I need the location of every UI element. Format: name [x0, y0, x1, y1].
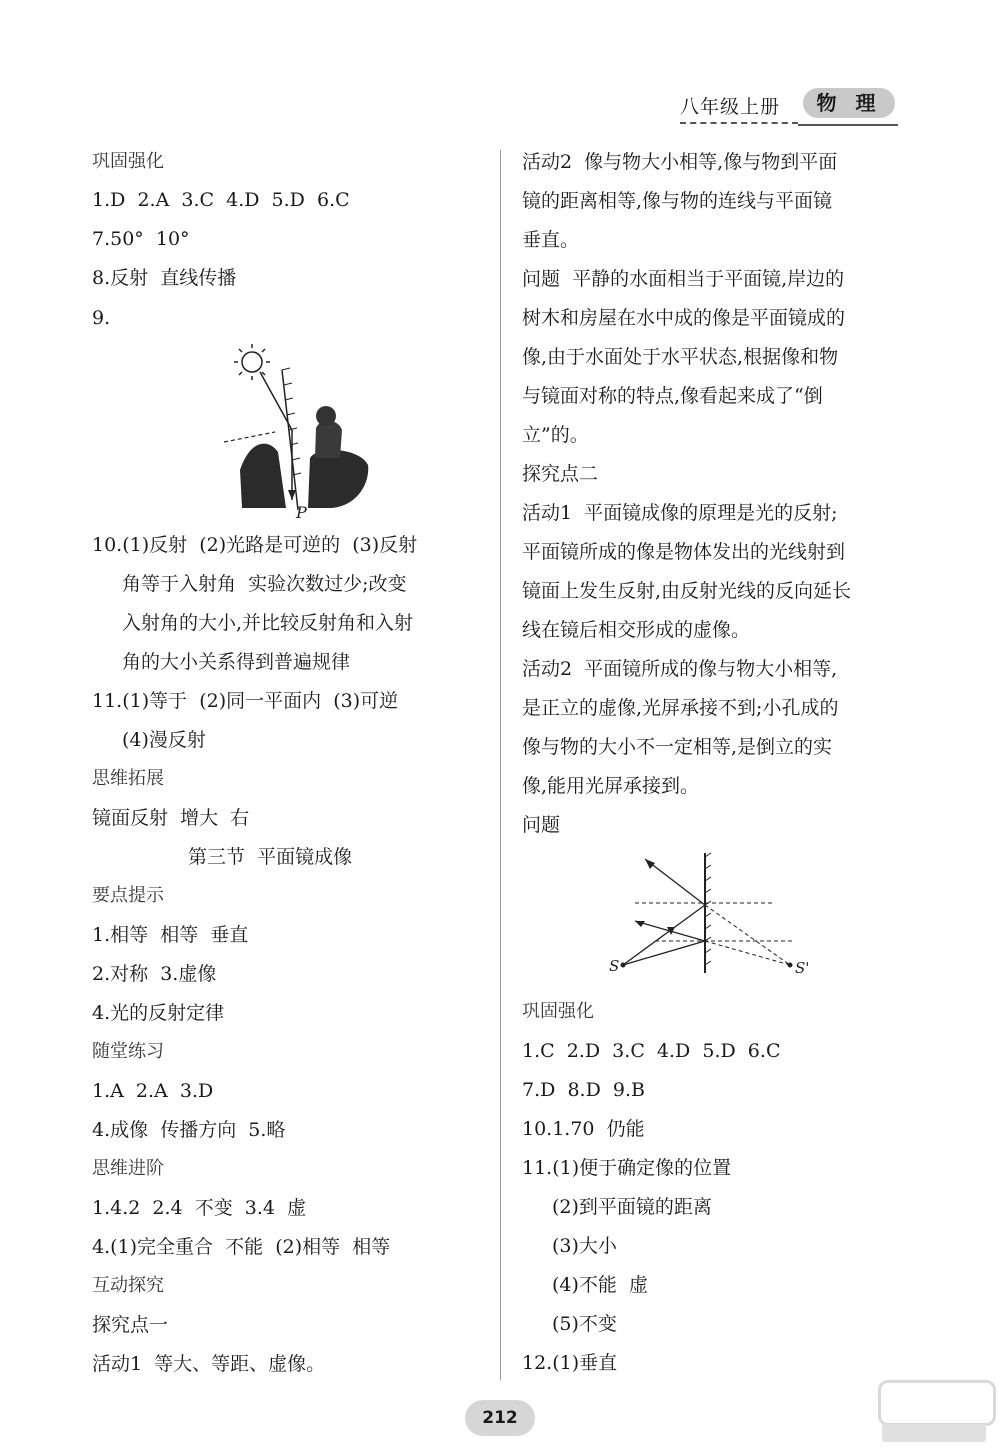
- answer-line: 像,能用光屏承接到。: [522, 775, 700, 797]
- answer-line: 探究点二: [522, 463, 599, 485]
- answer-line: 角的大小关系得到普遍规律: [122, 651, 351, 673]
- header-rule-solid: [798, 116, 898, 126]
- watermark-logo: [878, 1380, 990, 1450]
- answer-line: 线在镜后相交形成的虚像。: [522, 619, 751, 641]
- section-heading: 思维进阶: [92, 1158, 164, 1179]
- answer-line: 2.对称 3.虚像: [92, 963, 217, 985]
- answer-line: 1.4.2 2.4 不变 3.4 虚: [92, 1197, 307, 1219]
- label-s-prime: S': [795, 959, 810, 977]
- answer-line: 1.D 2.A 3.C 4.D 5.D 6.C: [92, 189, 350, 211]
- answer-line: 7.D 8.D 9.B: [522, 1079, 645, 1101]
- answer-line: 垂直。: [522, 229, 580, 251]
- header-rule: [680, 122, 798, 124]
- figure-mirror-image: [605, 845, 815, 980]
- answer-line: 第三节 平面镜成像: [188, 846, 353, 868]
- answer-line: 问题 平静的水面相当于平面镜,岸边的: [522, 268, 845, 290]
- section-heading: 巩固强化: [522, 1001, 594, 1022]
- answer-line: 入射角的大小,并比较反射角和入射: [122, 612, 414, 634]
- answer-line: 活动1 平面镜成像的原理是光的反射;: [522, 502, 838, 524]
- answer-line: 1.C 2.D 3.C 4.D 5.D 6.C: [522, 1040, 781, 1062]
- answer-line: (4)漫反射: [122, 729, 206, 751]
- answer-line: 镜面反射 增大 右: [92, 807, 250, 829]
- answer-line: 10.(1)反射 (2)光路是可逆的 (3)反射: [92, 534, 418, 556]
- answer-line: (5)不变: [552, 1313, 617, 1335]
- answer-line: 1.相等 相等 垂直: [92, 924, 249, 946]
- figure-mirror-sun: [220, 340, 380, 520]
- section-heading: 互动探究: [92, 1275, 164, 1296]
- label-p: P: [296, 503, 307, 520]
- answer-line: 立”的。: [522, 424, 589, 446]
- answer-line: 11.(1)等于 (2)同一平面内 (3)可逆: [92, 690, 399, 712]
- answer-line: 4.(1)完全重合 不能 (2)相等 相等: [92, 1236, 391, 1258]
- answer-line: 12.(1)垂直: [522, 1352, 618, 1374]
- answer-line: 平面镜所成的像是物体发出的光线射到: [522, 541, 846, 563]
- answer-line: 镜的距离相等,像与物的连线与平面镜: [522, 190, 833, 212]
- page-header: [680, 88, 900, 128]
- section-heading: 随堂练习: [92, 1041, 164, 1062]
- answer-line: 11.(1)便于确定像的位置: [522, 1157, 732, 1179]
- answer-line: (4)不能 虚: [552, 1274, 648, 1296]
- answer-line: 问题: [522, 814, 561, 836]
- section-heading: 巩固强化: [92, 151, 164, 172]
- answer-line: 与镜面对称的特点,像看起来成了“倒: [522, 385, 823, 407]
- answer-line: 活动1 等大、等距、虚像。: [92, 1353, 326, 1375]
- answer-line: 8.反射 直线传播: [92, 267, 237, 289]
- column-divider: [500, 150, 501, 1380]
- answer-line: 1.A 2.A 3.D: [92, 1080, 214, 1102]
- section-heading: 要点提示: [92, 885, 164, 906]
- answer-line: 探究点一: [92, 1314, 169, 1336]
- grade-label: 八年级上册: [680, 96, 781, 118]
- answer-line: 活动2 像与物大小相等,像与物到平面: [522, 151, 838, 173]
- answer-line: 活动2 平面镜所成的像与物大小相等,: [522, 658, 838, 680]
- answer-line: (3)大小: [552, 1235, 617, 1257]
- subject-badge: 物 理: [803, 88, 895, 118]
- page-number: 212: [465, 1400, 535, 1436]
- answer-line: 角等于入射角 实验次数过少;改变: [122, 573, 407, 595]
- answer-line: 是正立的虚像,光屏承接不到;小孔成的: [522, 697, 839, 719]
- answer-line: 10.1.70 仍能: [522, 1118, 645, 1140]
- answer-line: 镜面上发生反射,由反射光线的反向延长: [522, 580, 852, 602]
- answer-line: 4.光的反射定律: [92, 1002, 225, 1024]
- answer-line: (2)到平面镜的距离: [552, 1196, 712, 1218]
- answer-line: 像与物的大小不一定相等,是倒立的实: [522, 736, 833, 758]
- answer-line: 9.: [92, 307, 111, 329]
- answer-line: 树木和房屋在水中成的像是平面镜成的: [522, 307, 846, 329]
- answer-line: 4.成像 传播方向 5.略: [92, 1119, 286, 1141]
- answer-line: 7.50° 10°: [92, 228, 190, 250]
- answer-line: 像,由于水面处于水平状态,根据像和物: [522, 346, 839, 368]
- label-s: S: [609, 957, 620, 975]
- section-heading: 思维拓展: [92, 768, 164, 789]
